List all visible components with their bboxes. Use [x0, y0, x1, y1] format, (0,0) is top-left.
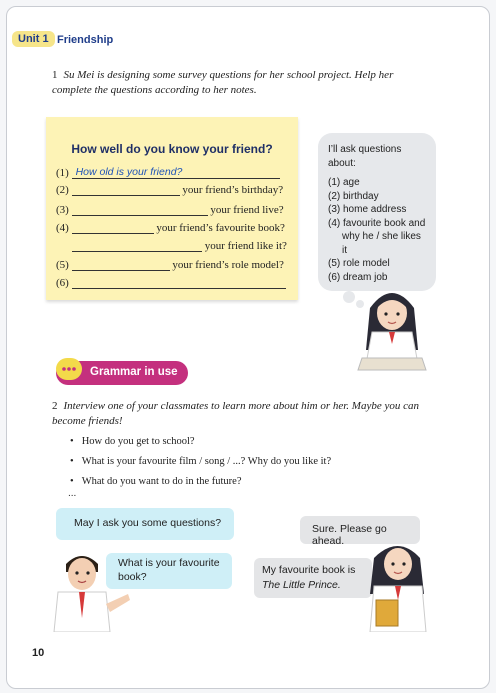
- q2-number: (2): [56, 184, 69, 196]
- boy-speech-2: What is your favourite book?: [106, 553, 232, 589]
- question-5: [56, 258, 284, 271]
- task2-text: Interview one of your classmates to learn more about him or her. Maybe you can become friends!: [52, 400, 420, 427]
- bullet-item: • What is your favourite film / song / ...? Why do you like it?: [70, 452, 331, 472]
- question-1: [56, 166, 280, 179]
- question-4b: [72, 239, 287, 252]
- q4-number: (4): [56, 222, 69, 234]
- q3-blank[interactable]: [72, 203, 208, 216]
- bubble-item: (2) birthday: [328, 190, 379, 202]
- task2-number: 2: [52, 400, 58, 412]
- bullet-ellipsis: ...: [68, 488, 77, 499]
- girl-speech-1: Sure. Please go ahead.: [300, 516, 420, 544]
- grammar-label: Grammar in use: [90, 366, 178, 378]
- question-6: [56, 276, 286, 289]
- q6-blank[interactable]: [72, 276, 286, 289]
- thought-bubble: [318, 133, 436, 291]
- q1-blank[interactable]: [72, 166, 280, 179]
- q3-number: (3): [56, 204, 69, 216]
- question-2: [56, 183, 283, 196]
- q5-text: your friend’s role model?: [172, 259, 284, 271]
- girl-with-book-illustration: [364, 538, 432, 632]
- task1-text: Su Mei is designing some survey questions for her school project. Help her complete the questions according to her notes.: [52, 69, 394, 96]
- bubble-item: (5) role model: [328, 258, 390, 269]
- bubble-item: (4) favourite book and: [328, 217, 426, 229]
- bubble-item: (3) home address: [328, 204, 407, 215]
- survey-note-card: [46, 117, 298, 300]
- girl-reading-illustration: [356, 280, 428, 372]
- question-3: [56, 203, 284, 216]
- boy-speech-1: May I ask you some questions?: [56, 508, 234, 540]
- q5-blank[interactable]: [72, 258, 170, 271]
- page-number: 10: [32, 647, 45, 659]
- q4b-text: your friend like it?: [204, 240, 287, 252]
- bubble-item: (1) age: [328, 177, 360, 188]
- task2-instruction: [52, 399, 432, 429]
- unit-title: Friendship: [57, 34, 114, 46]
- task1-number: 1: [52, 69, 58, 81]
- q4-blank[interactable]: [72, 221, 154, 234]
- q1-number: (1): [56, 167, 69, 179]
- bullet-item: • How do you get to school?: [70, 432, 331, 452]
- q6-number: (6): [56, 277, 69, 289]
- q2-text: your friend’s birthday?: [182, 184, 284, 196]
- q4b-blank[interactable]: [72, 239, 202, 252]
- q2-blank[interactable]: [72, 183, 180, 196]
- q1-answer: How old is your friend?: [75, 166, 183, 178]
- note-title: How well do you know your friend?: [71, 142, 273, 156]
- q4-text: your friend’s favourite book?: [156, 222, 285, 234]
- book-title: The Little Prince.: [262, 579, 341, 591]
- bubble-head: I’ll ask questions about:: [328, 144, 402, 169]
- unit-label: Unit 1: [12, 31, 55, 47]
- thought-dot: [343, 291, 355, 303]
- boy-illustration: [52, 548, 132, 632]
- question-bullets: [70, 432, 331, 492]
- task1-instruction: [52, 68, 432, 98]
- speech-dots-icon: [56, 358, 82, 380]
- question-4: [56, 221, 285, 234]
- girl-speech-2-prefix: My favourite book is: [262, 564, 356, 576]
- bubble-item: why he / she likes it: [342, 231, 421, 256]
- girl-speech-2: [254, 558, 372, 598]
- q5-number: (5): [56, 259, 69, 271]
- bullet-item: • What do you want to do in the future?: [70, 472, 331, 492]
- bubble-item: (6) dream job: [328, 271, 388, 283]
- q3-text: your friend live?: [210, 204, 284, 216]
